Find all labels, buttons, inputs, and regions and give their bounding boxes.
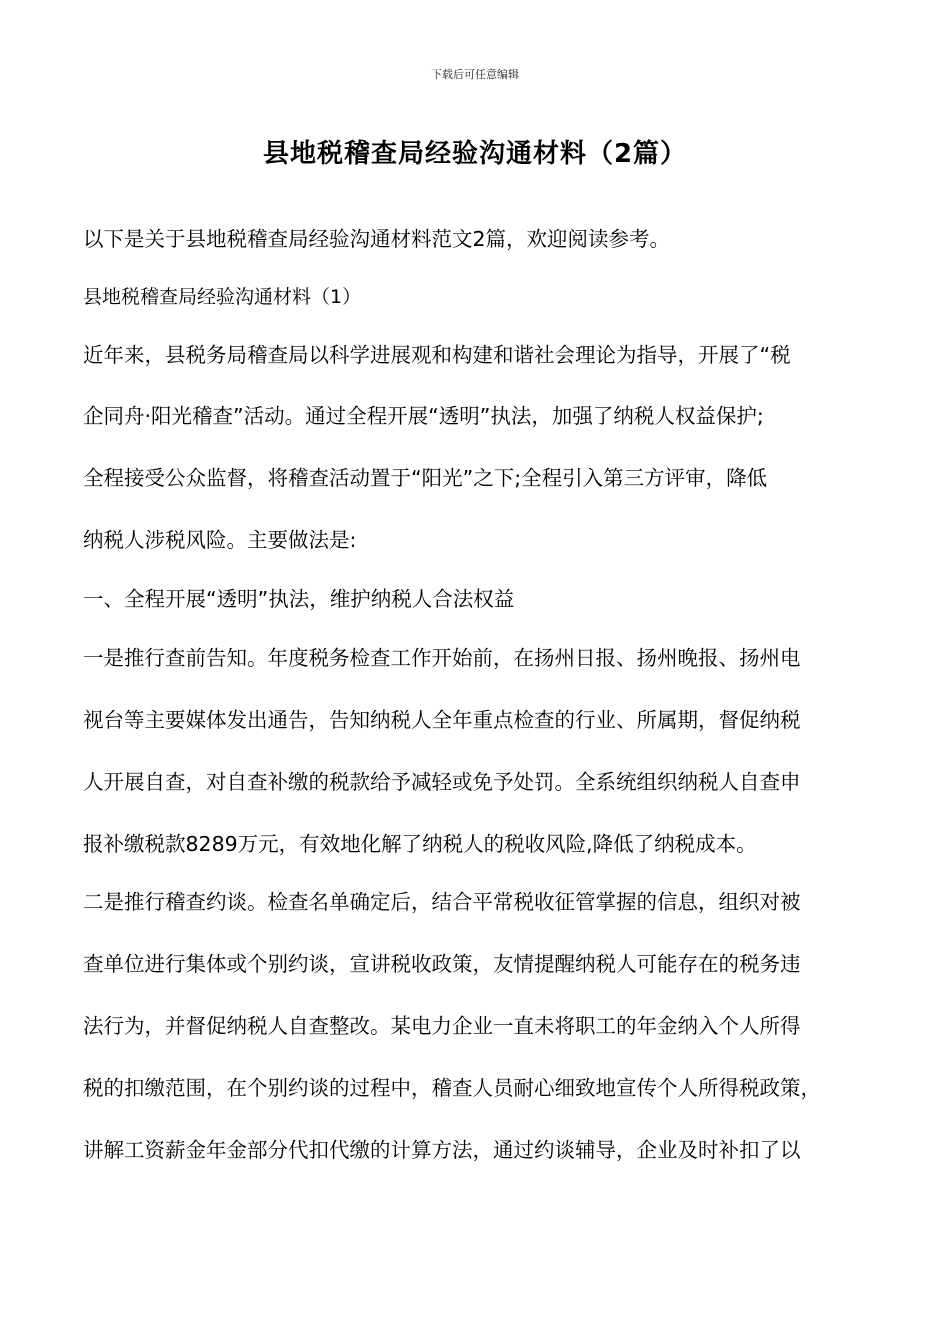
paragraph-3-line-1: 二是推行稽查约谈。检查名单确定后，结合平常税收征管掌握的信息，组织对被 <box>83 890 801 914</box>
section-1-heading: 一、全程开展“透明”执法，维护纳税人合法权益 <box>83 587 515 611</box>
paragraph-1-line-4: 纳税人涉税风险。主要做法是: <box>83 528 357 552</box>
paragraph-2-line-3: 人开展自查，对自查补缴的税款给予减轻或免予处罚。全系统组织纳税人自查申 <box>83 770 801 794</box>
paragraph-2-line-4: 报补缴税款8289万元，有效地化解了纳税人的税收风险,降低了纳税成本。 <box>83 832 757 856</box>
paragraph-1-line-1: 近年来，县税务局稽查局以科学进展观和构建和谐社会理论为指导，开展了“税 <box>83 343 791 367</box>
paragraph-1-line-2: 企同舟·阳光稽查”活动。通过全程开展“透明”执法，加强了纳税人权益保护; <box>83 404 764 428</box>
intro-line: 以下是关于县地税稽查局经验沟通材料范文2篇，欢迎阅读参考。 <box>83 227 671 251</box>
document-title: 县地税稽查局经验沟通材料（2篇） <box>262 139 688 169</box>
paragraph-3-line-5: 讲解工资薪金年金部分代扣代缴的计算方法，通过约谈辅导，企业及时补扣了以 <box>83 1138 801 1162</box>
paragraph-1-line-3: 全程接受公众监督，将稽查活动置于“阳光”之下;全程引入第三方评审，降低 <box>83 466 768 490</box>
paragraph-2-line-2: 视台等主要媒体发出通告，告知纳税人全年重点检查的行业、所属期，督促纳税 <box>83 708 801 732</box>
paragraph-3-line-3: 法行为，并督促纳税人自查整改。某电力企业一直未将职工的年金纳入个人所得 <box>83 1014 801 1038</box>
paragraph-3-line-2: 查单位进行集体或个别约谈，宣讲税收政策，友情提醒纳税人可能存在的税务违 <box>83 952 801 976</box>
paragraph-2-line-1: 一是推行查前告知。年度税务检查工作开始前，在扬州日报、扬州晚报、扬州电 <box>83 646 801 670</box>
header-note: 下载后可任意编辑 <box>431 68 519 81</box>
subtitle-line: 县地税稽查局经验沟通材料（1） <box>83 286 362 308</box>
paragraph-3-line-4: 税的扣缴范围，在个别约谈的过程中，稽查人员耐心细致地宣传个人所得税政策， <box>83 1076 821 1100</box>
